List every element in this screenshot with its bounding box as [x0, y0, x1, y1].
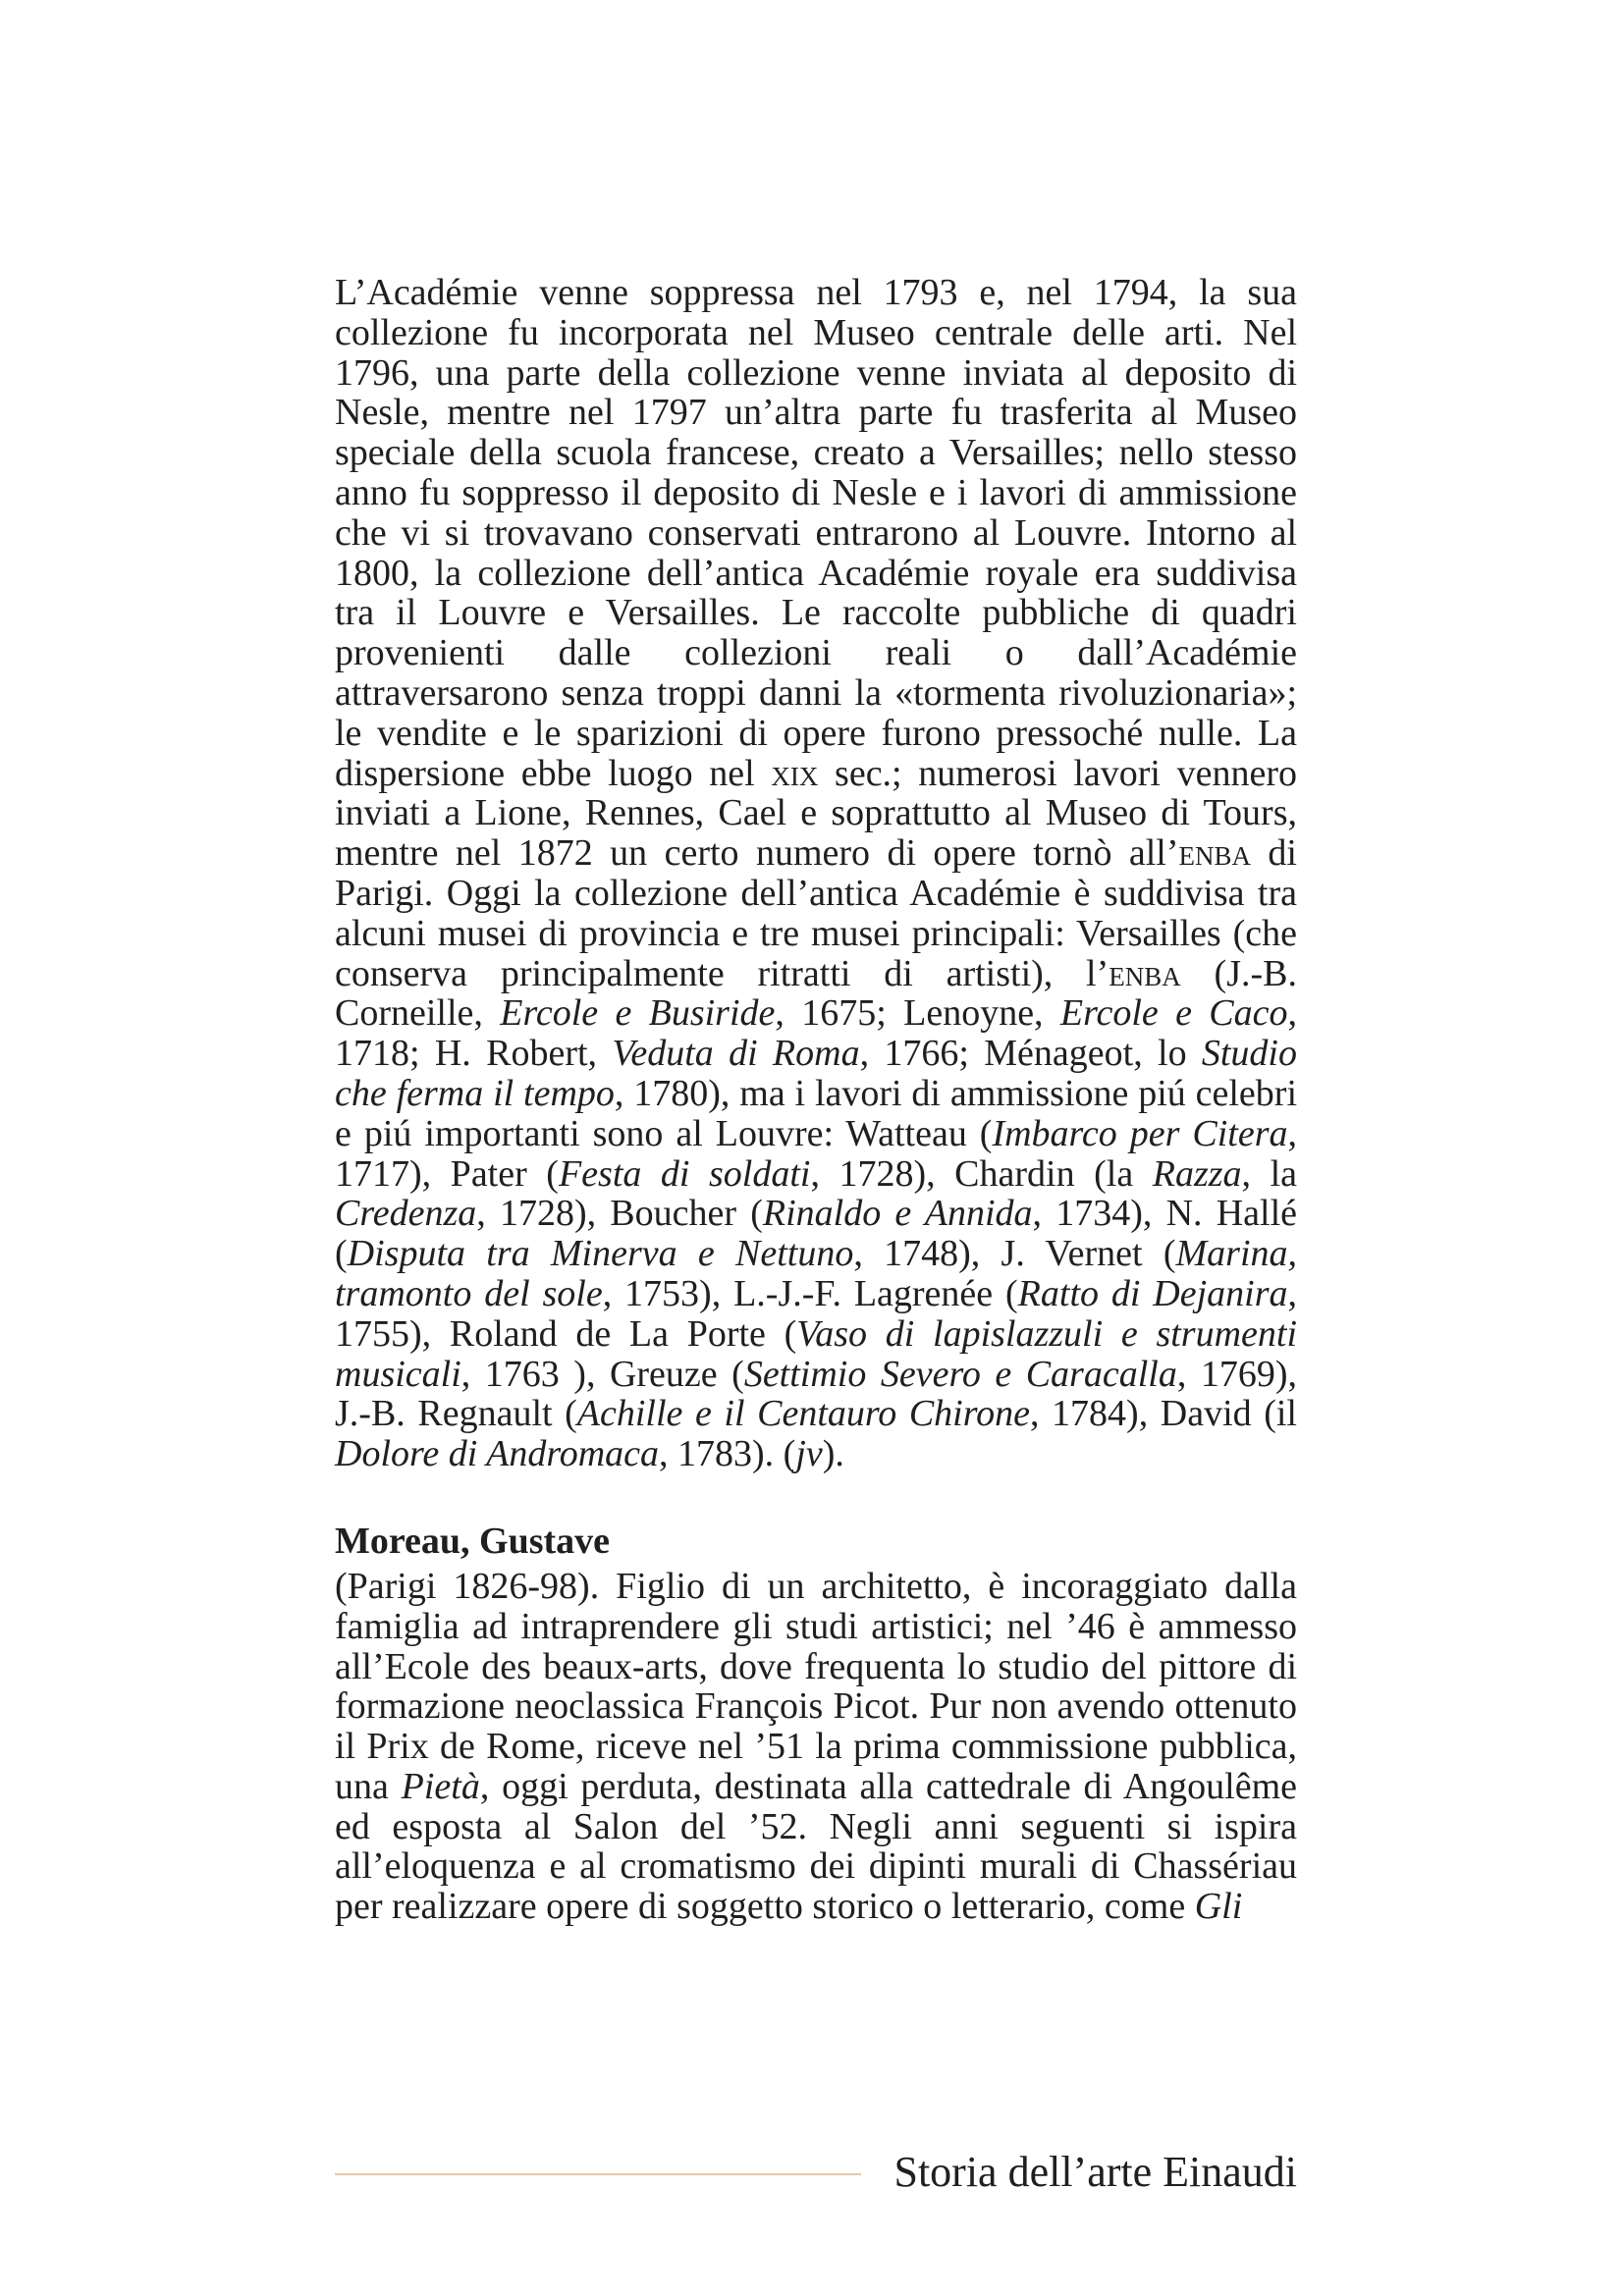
- text-run: , 1783). (: [659, 1433, 796, 1475]
- italic-title: Gli: [1194, 1886, 1243, 1928]
- italic-title: Studio che ferma il tempo: [335, 1033, 1297, 1114]
- italic-title: Festa di soldati: [558, 1152, 811, 1195]
- italic-title: Vaso di lapislazzuli e strumenti musicali: [335, 1312, 1298, 1395]
- text-run: ).: [822, 1433, 844, 1475]
- text-run: , 1780), ma i lavori di ammissione piú celebri e piú importanti sono al Louvre: Watteau (: [335, 1072, 1297, 1154]
- text-run: , la: [1241, 1152, 1298, 1195]
- text-run: (J.-B. Corneille,: [335, 952, 1298, 1035]
- text-run: , 1728), Boucher (: [476, 1193, 763, 1235]
- italic-title: Imbarco per Citera: [992, 1112, 1288, 1154]
- author-initials: jv: [795, 1433, 823, 1475]
- italic-title: Pietà: [401, 1765, 480, 1807]
- text-run: , 1734), N. Hallé (: [335, 1193, 1298, 1275]
- text-run: , 1784), David (il: [1029, 1393, 1297, 1435]
- smallcaps-run: enba: [1109, 952, 1181, 994]
- text-run: , 1755), Roland de La Porte (: [335, 1272, 1297, 1355]
- text-run: , 1675; Lenoyne,: [775, 992, 1060, 1035]
- smallcaps-run: enba: [1178, 832, 1252, 875]
- text-run: di Parigi. Oggi la collezione dell’antica Académie è suddivisa tra alcuni musei di provincia e tre musei principali: Versailles (che conserva principalmente ritratti di artisti), l’: [335, 832, 1297, 994]
- text-run: sec.; numerosi lavori vennero inviati a Lione, Rennes, Cael e soprattutto al Museo di Tours, mentre nel 1872 un certo numero di opere tornò all’: [335, 752, 1298, 875]
- text-run: , 1717), Pater (: [335, 1112, 1297, 1195]
- italic-title: Credenza: [335, 1193, 477, 1235]
- paragraph-moreau: [335, 1567, 1297, 1927]
- footer-rule: [335, 2173, 861, 2175]
- text-run: L’Académie venne soppressa nel 1793 e, nel 1794, la sua collezione fu incorporata nel Museo centrale delle arti. Nel 1796, una parte della collezione venne inviata al deposito di Nesle, mentre nel 1797 un’altra parte fu trasferita al Museo speciale della scuola francese, creato a Versailles; nello stesso anno fu soppresso il deposito di Nesle e i lavori di ammissione che vi si trovavano conservati entrarono al Louvre. Intorno al 1800, la collezione dell’antica Académie royale era suddivisa tra il Louvre e Versailles. Le raccolte pubbliche di quadri provenienti dalle collezioni reali o dall’Académie attraversarono senza troppi danni la «tormenta rivoluzionaria»; le vendite e le sparizioni di opere furono pressoché nulle. La dispersione ebbe luogo nel: [335, 272, 1297, 794]
- italic-title: Ratto di Dejanira: [1017, 1272, 1288, 1314]
- text-run: , 1766; Ménageot, lo: [859, 1033, 1202, 1075]
- text-run: (Parigi 1826-98). Figlio di un architetto, è incoraggiato dalla famiglia ad intraprendere gli studi artistici; nel ’46 è ammesso all’Ecole des beaux-arts, dove frequenta lo studio del pittore di formazione neoclassica François Picot. Pur non avendo ottenuto il Prix de Rome, riceve nel ’51 la prima commissione pubblica, una: [335, 1565, 1297, 1807]
- text-run: , 1748), J. Vernet (: [853, 1233, 1176, 1275]
- entry-title: Moreau, Gustave: [335, 1520, 611, 1562]
- italic-title: Rinaldo e Annida: [762, 1193, 1033, 1235]
- italic-title: Marina, tramonto del sole: [335, 1233, 1297, 1314]
- text-run: , 1718; H. Robert,: [335, 992, 1297, 1075]
- paragraph-academie: [335, 273, 1297, 1474]
- italic-title: Ercole e Busiride: [500, 992, 776, 1035]
- italic-title: Veduta di Roma: [612, 1033, 860, 1075]
- italic-title: Achille e il Centauro Chirone: [576, 1393, 1030, 1435]
- text-run: , 1728), Chardin (la: [810, 1152, 1153, 1195]
- smallcaps-run: xix: [771, 752, 819, 794]
- footer-publication-title: Storia dell’arte Einaudi: [893, 2148, 1297, 2196]
- italic-title: Settimio Severo e Caracalla: [743, 1353, 1177, 1395]
- italic-title: Dolore di Andromaca: [335, 1433, 660, 1475]
- page-text-column: [335, 273, 1297, 1927]
- italic-title: Ercole e Caco: [1059, 992, 1288, 1035]
- italic-title: Razza: [1152, 1152, 1242, 1195]
- text-run: , oggi perduta, destinata alla cattedrale di Angoulême ed esposta al Salon del ’52. Negli anni seguenti si ispira all’eloquenza e al cromatismo dei dipinti murali di Chassériau per realizzare opere di soggetto storico o letterario, come: [335, 1765, 1297, 1928]
- text-run: , 1763 ), Greuze (: [460, 1353, 744, 1395]
- text-run: , 1769), J.-B. Regnault (: [335, 1353, 1297, 1435]
- text-run: , 1753), L.-J.-F. Lagrenée (: [602, 1272, 1018, 1314]
- italic-title: Disputa tra Minerva e Nettuno: [347, 1233, 854, 1275]
